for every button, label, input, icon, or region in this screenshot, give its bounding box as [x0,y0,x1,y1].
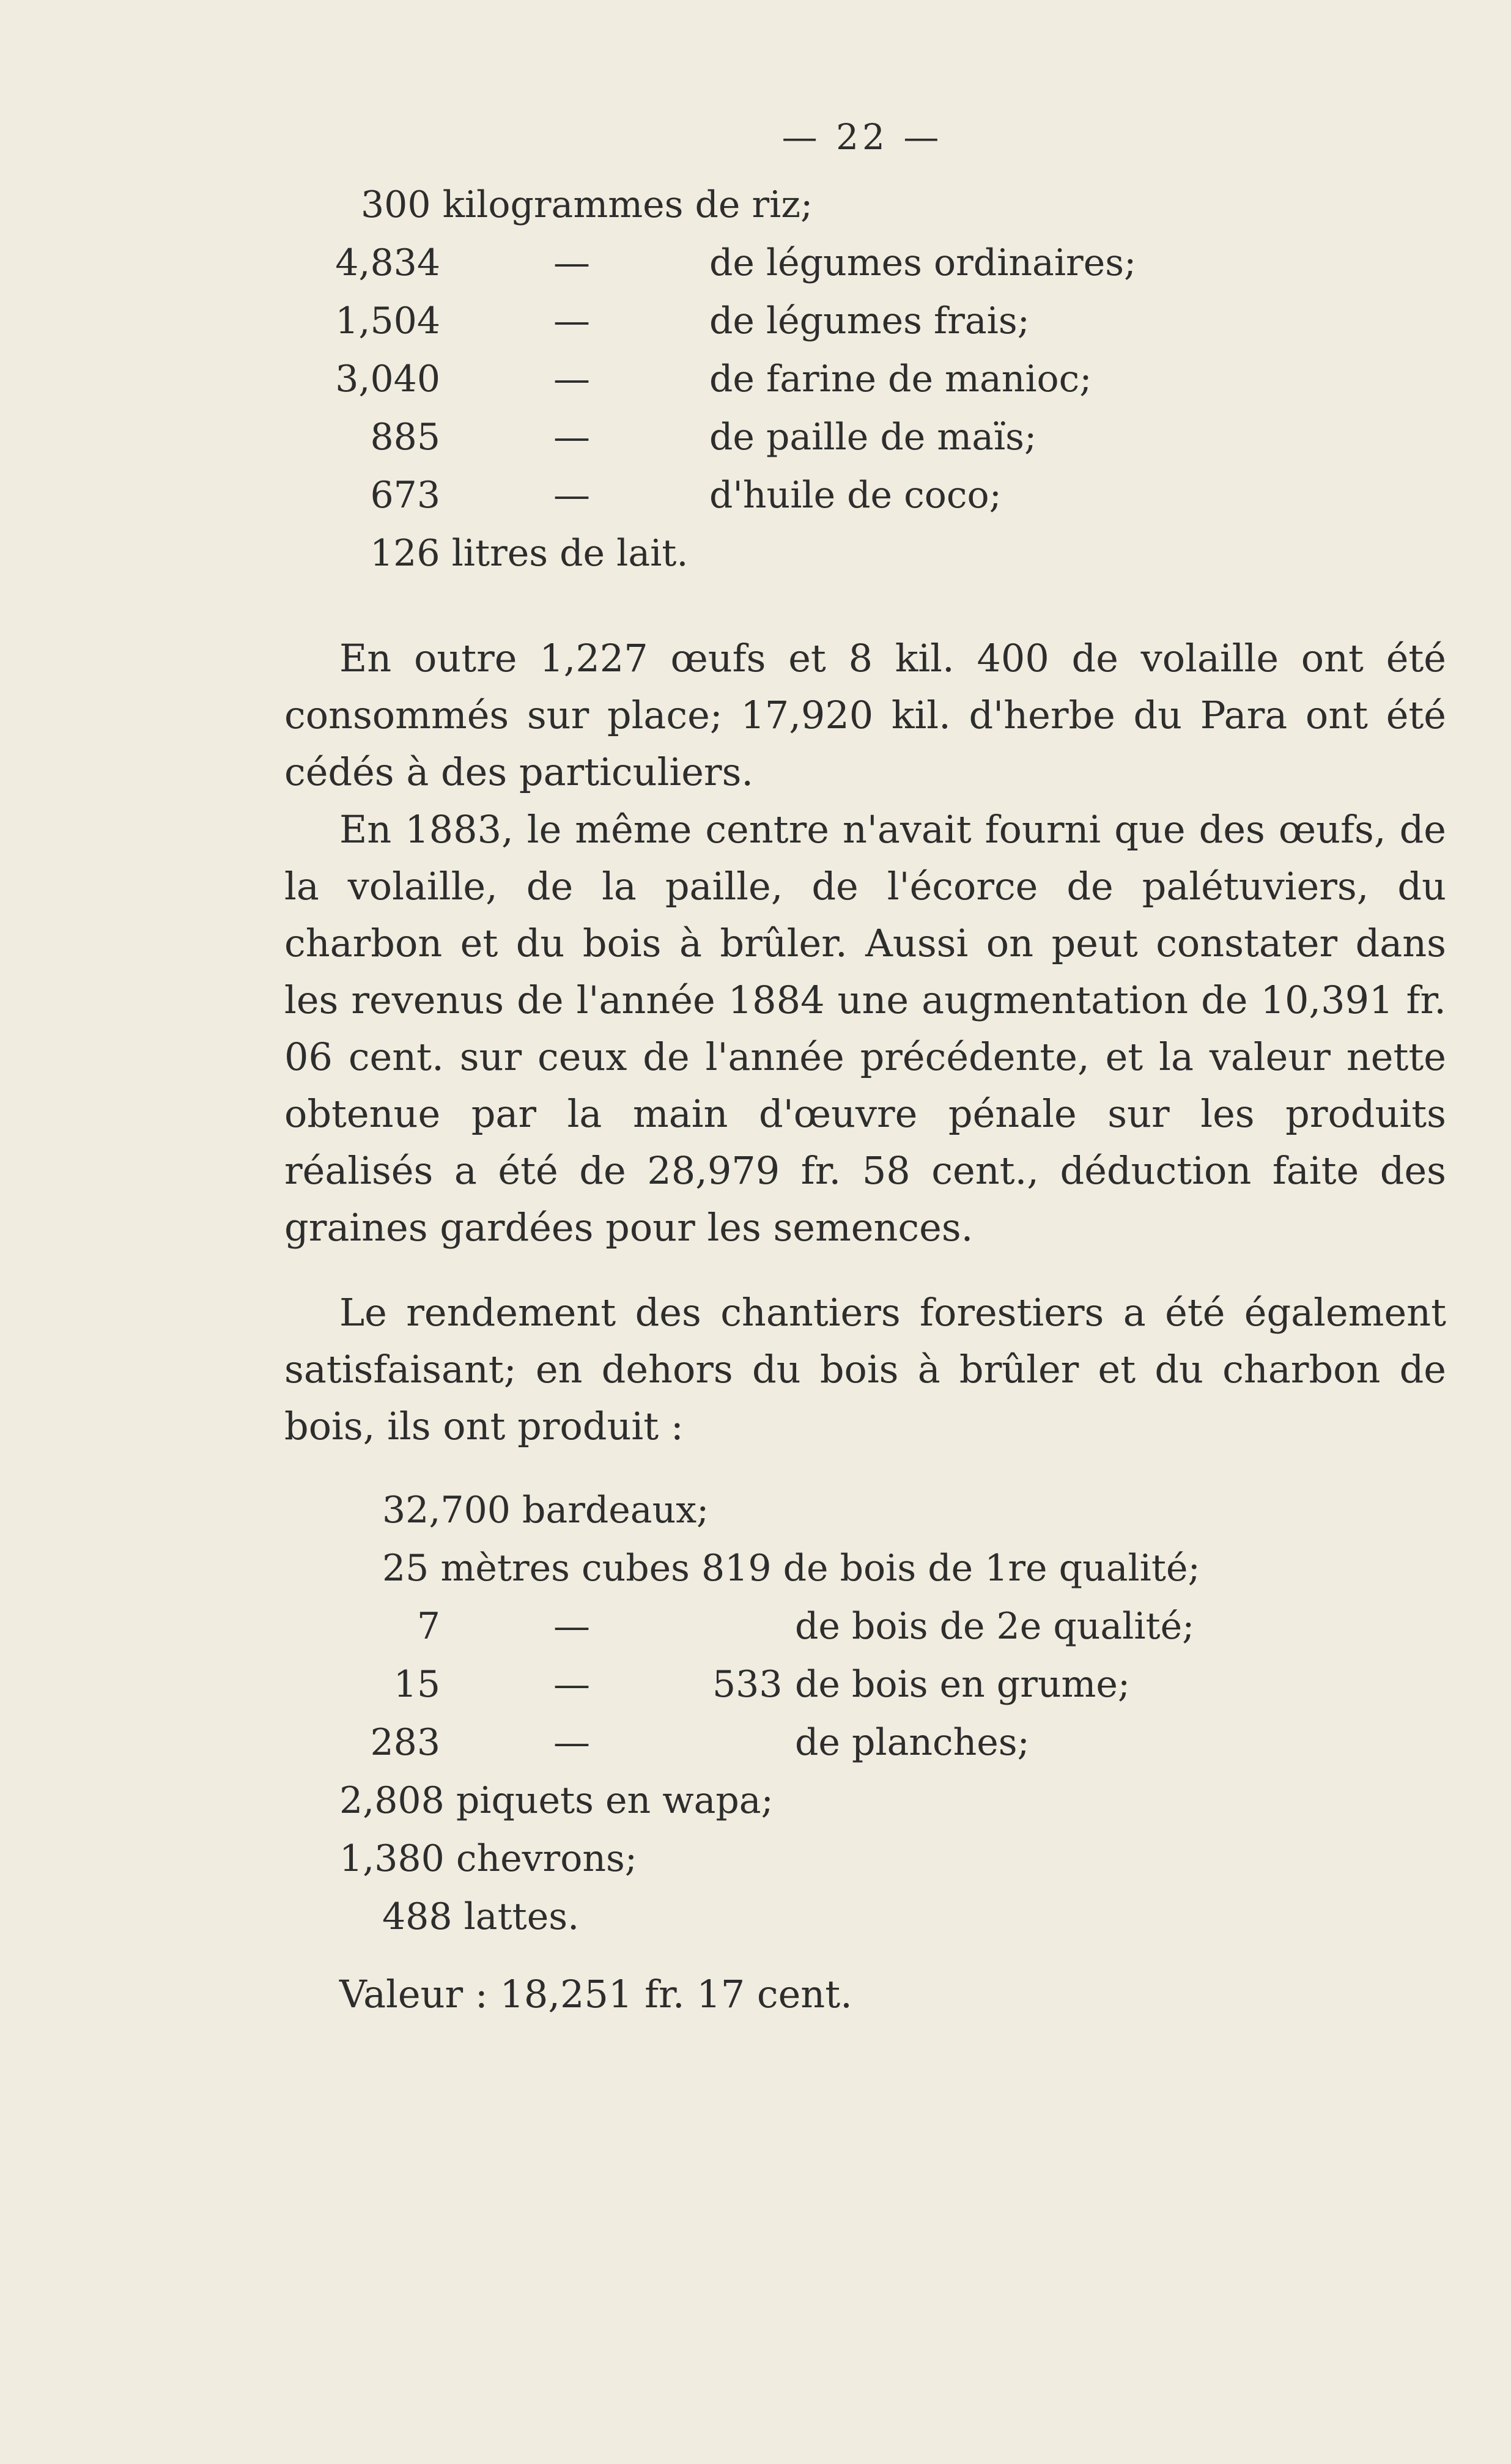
list-qty: 1,504 [335,300,440,342]
list-item [0,416,1511,471]
list-item [0,242,1511,297]
list-dash: — [553,416,590,459]
list-item [0,474,1511,529]
list-desc: litres de lait. [451,532,689,575]
list-desc: bardeaux; [522,1489,709,1532]
list-desc: lattes. [464,1895,580,1938]
list-desc: de paille de maïs; [709,416,1037,459]
list-qty: 488 [382,1895,453,1938]
list-mid: mètres cubes 819 [440,1547,772,1590]
list-qty: 885 [370,416,440,459]
list-item [0,300,1511,355]
list-qty: 3,040 [335,358,440,400]
page-number: — 22 — [781,116,943,158]
list-item [370,532,688,587]
list-desc: de farine de manioc; [709,358,1092,400]
list-dash: — [553,1663,590,1706]
list-qty: 4,834 [335,242,440,284]
list-dash: — [553,242,590,284]
list-qty: 300 [361,183,431,226]
list-qty: 283 [370,1721,440,1764]
list-dash: — [553,1605,590,1648]
list-item [0,1605,1511,1660]
list-qty: 32,700 [382,1489,511,1532]
list-item [382,1895,579,1950]
total-value: Valeur : 18,251 fr. 17 cent. [339,1972,852,2016]
list-dash: — [553,358,590,400]
paragraph: En outre 1,227 œufs et 8 kil. 400 de volaille ont été consommés sur place; 17,920 kil. d'herbe du Para ont été cédés à des particuliers. [284,636,1446,794]
list-desc: de bois en grume; [795,1663,1131,1706]
list-item [339,1779,774,1834]
list-item [0,1721,1511,1776]
list-desc: chevrons; [456,1837,637,1880]
list-desc: de légumes ordinaires; [709,242,1137,284]
list-item [382,1547,1200,1602]
list-desc: piquets en wapa; [456,1779,774,1822]
list-extra: 533 [712,1663,783,1706]
list-dash: — [553,300,590,342]
list-qty: 126 [370,532,440,575]
list-desc: de bois de 2e qualité; [795,1605,1195,1648]
list-qty: 15 [393,1663,440,1706]
list-qty: 1,380 [339,1837,445,1880]
list-desc: de bois de 1re qualité; [783,1547,1200,1590]
list-dash: — [553,474,590,517]
paragraph: En 1883, le même centre n'avait fourni que des œufs, de la volaille, de la paille, de l'écorce de palétuviers, du charbon et du bois à brûler. Aussi on peut constater dans les revenus de l'année 1884 une augmentation de 10,391 fr. 06 cent. sur ceux de l'année précédente, et la valeur nette obtenue par la main d'œuvre pénale sur les produits réalisés a été de 28,979 fr. 58 cent., déduction faite des graines gardées pour les semences. [284,807,1446,1250]
list-desc: de planches; [795,1721,1030,1764]
list-item [361,183,813,238]
list-qty: 7 [416,1605,440,1648]
paragraph: Le rendement des chantiers forestiers a été également satisfaisant; en dehors du bois à brûler et du charbon de bois, ils ont produit : [284,1290,1446,1448]
list-qty: 673 [370,474,440,517]
list-desc: de légumes frais; [709,300,1030,342]
list-qty: 25 [382,1547,429,1590]
list-item [0,358,1511,413]
list-item [0,1663,1511,1718]
list-item [382,1489,709,1544]
list-qty: 2,808 [339,1779,445,1822]
list-item [339,1837,637,1892]
list-dash: — [553,1721,590,1764]
list-desc: kilogrammes de riz; [442,183,813,226]
list-desc: d'huile de coco; [709,474,1002,517]
